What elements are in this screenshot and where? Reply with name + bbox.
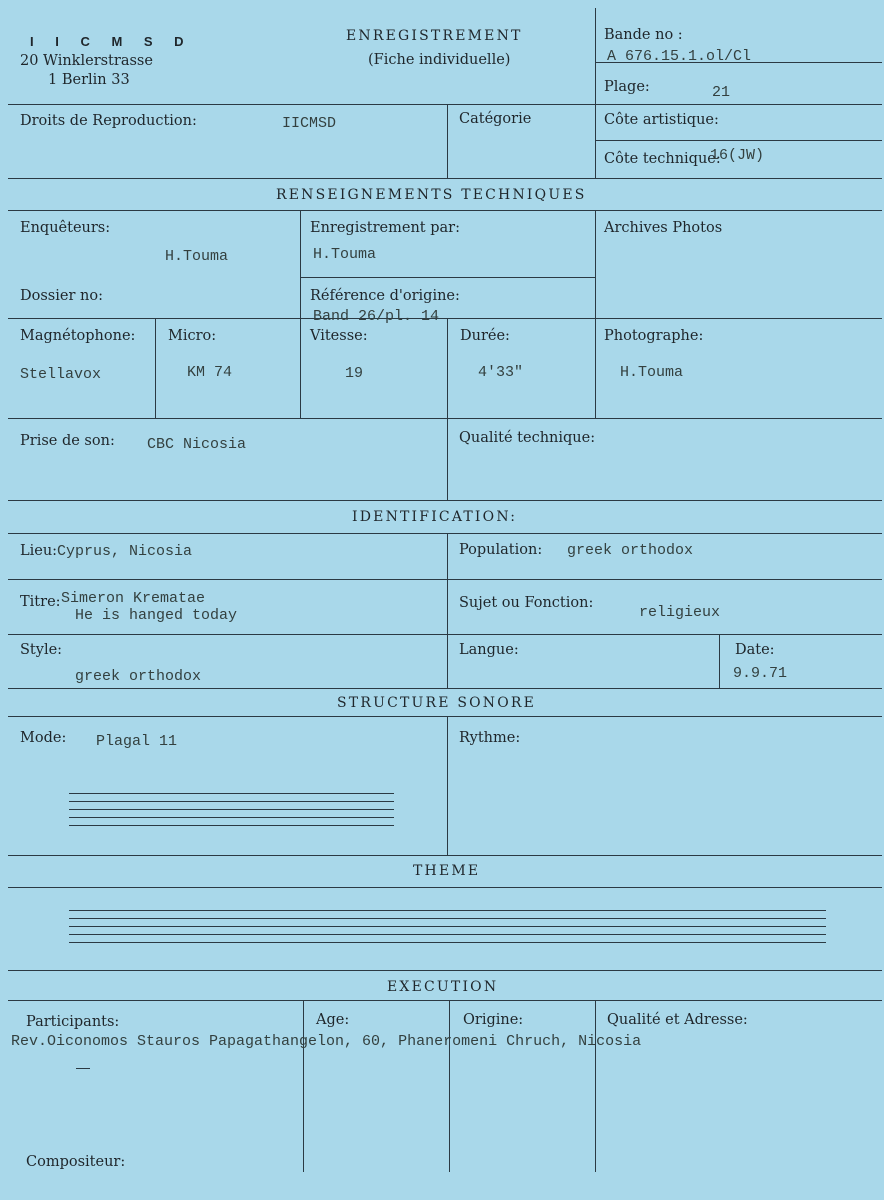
- divider: [447, 716, 448, 855]
- divider: [595, 210, 596, 418]
- section-title-technique: RENSEIGNEMENTS TECHNIQUES: [276, 187, 587, 203]
- enregistrement-par-value: H.Touma: [313, 246, 377, 263]
- date-value: 9.9.71: [733, 665, 788, 682]
- age-label: Age:: [316, 1012, 350, 1028]
- rule: [8, 579, 882, 580]
- plage-value: 21: [712, 84, 731, 101]
- droits-label: Droits de Reproduction:: [20, 113, 197, 129]
- qualite-technique-label: Qualité technique:: [459, 430, 596, 446]
- categorie-label: Catégorie: [459, 111, 532, 127]
- origine-label: Origine:: [463, 1012, 524, 1028]
- rule: [8, 688, 882, 689]
- vitesse-label: Vitesse:: [310, 328, 368, 344]
- vitesse-value: 19: [345, 365, 364, 382]
- prise-de-son-label: Prise de son:: [20, 433, 115, 449]
- rule: [8, 178, 882, 179]
- section-title-structure: STRUCTURE SONORE: [337, 695, 537, 711]
- divider: [155, 318, 156, 418]
- lieu-label: Lieu:: [20, 543, 58, 559]
- institute-logo: I I C M S D: [30, 34, 193, 49]
- rule: [8, 970, 882, 971]
- langue-label: Langue:: [459, 642, 519, 658]
- sujet-value: religieux: [639, 604, 721, 621]
- titre-label: Titre:: [20, 594, 61, 610]
- address-line-2: 1 Berlin 33: [48, 72, 130, 88]
- rule: [8, 855, 882, 856]
- cote-artistique-label: Côte artistique:: [604, 112, 719, 128]
- enqueteurs-value: H.Touma: [165, 248, 229, 265]
- divider: [719, 634, 720, 688]
- divider: [447, 533, 448, 688]
- rule: [8, 887, 882, 888]
- enqueteurs-label: Enquêteurs:: [20, 220, 111, 236]
- magnetophone-value: Stellavox: [20, 366, 102, 383]
- section-title-execution: EXECUTION: [387, 979, 499, 995]
- participants-value: Rev.Oiconomos Stauros Papagathangelon, 60, Phaneromeni Chruch, Nicosia: [11, 1033, 642, 1050]
- date-label: Date:: [735, 642, 775, 658]
- rule: [8, 500, 882, 501]
- micro-value: KM 74: [187, 364, 233, 381]
- micro-label: Micro:: [168, 328, 217, 344]
- sujet-label: Sujet ou Fonction:: [459, 595, 594, 611]
- rule: [8, 418, 882, 419]
- divider: [449, 1000, 450, 1172]
- divider: [595, 8, 596, 178]
- divider: [447, 104, 448, 178]
- photographe-label: Photographe:: [604, 328, 704, 344]
- rule: [8, 1000, 882, 1001]
- duree-value: 4'33": [478, 364, 524, 381]
- divider: [300, 210, 301, 418]
- enregistrement-par-label: Enregistrement par:: [310, 220, 460, 236]
- cote-technique-label: Côte technique:: [604, 151, 721, 167]
- reference-value: Band 26/pl. 14: [313, 308, 440, 325]
- style-value: greek orthodox: [75, 668, 202, 685]
- style-label: Style:: [20, 642, 63, 658]
- prise-de-son-value: CBC Nicosia: [147, 436, 247, 453]
- pen-stroke: [76, 1068, 90, 1069]
- mode-label: Mode:: [20, 730, 67, 746]
- divider: [447, 318, 448, 418]
- form-title: ENREGISTREMENT: [346, 28, 523, 44]
- compositeur-label: Compositeur:: [26, 1154, 126, 1170]
- rule: [596, 140, 882, 141]
- rule: [8, 210, 882, 211]
- reference-label: Référence d'origine:: [310, 288, 460, 304]
- plage-label: Plage:: [604, 79, 650, 95]
- titre-value-line-2: He is hanged today: [75, 607, 238, 624]
- participants-label: Participants:: [26, 1014, 120, 1030]
- rule: [300, 277, 596, 278]
- rule: [8, 533, 882, 534]
- mode-value: Plagal 11: [96, 733, 178, 750]
- divider: [447, 418, 448, 500]
- rythme-label: Rythme:: [459, 730, 521, 746]
- population-value: greek orthodox: [567, 542, 694, 559]
- section-title-identification: IDENTIFICATION:: [352, 509, 518, 525]
- photographe-value: H.Touma: [620, 364, 684, 381]
- population-label: Population:: [459, 542, 543, 558]
- rule: [8, 634, 882, 635]
- titre-value-line-1: Simeron Krematae: [61, 590, 206, 607]
- droits-value: IICMSD: [282, 115, 337, 132]
- address-line-1: 20 Winklerstrasse: [20, 53, 153, 69]
- bande-value: A 676.15.1.ol/Cl: [607, 48, 752, 65]
- section-title-theme: THEME: [413, 863, 481, 879]
- form-subtitle: (Fiche individuelle): [368, 52, 511, 68]
- rule: [8, 318, 882, 319]
- bande-label: Bande no :: [604, 27, 683, 43]
- magnetophone-label: Magnétophone:: [20, 328, 136, 344]
- divider: [303, 1000, 304, 1172]
- divider: [595, 1000, 596, 1172]
- cote-technique-value: 16(JW): [710, 147, 765, 164]
- rule: [8, 104, 882, 105]
- duree-label: Durée:: [460, 328, 510, 344]
- archives-photos-label: Archives Photos: [604, 220, 723, 236]
- rule: [8, 716, 882, 717]
- dossier-label: Dossier no:: [20, 288, 103, 304]
- qualite-adresse-label: Qualité et Adresse:: [607, 1012, 748, 1028]
- lieu-value: Cyprus, Nicosia: [57, 543, 193, 560]
